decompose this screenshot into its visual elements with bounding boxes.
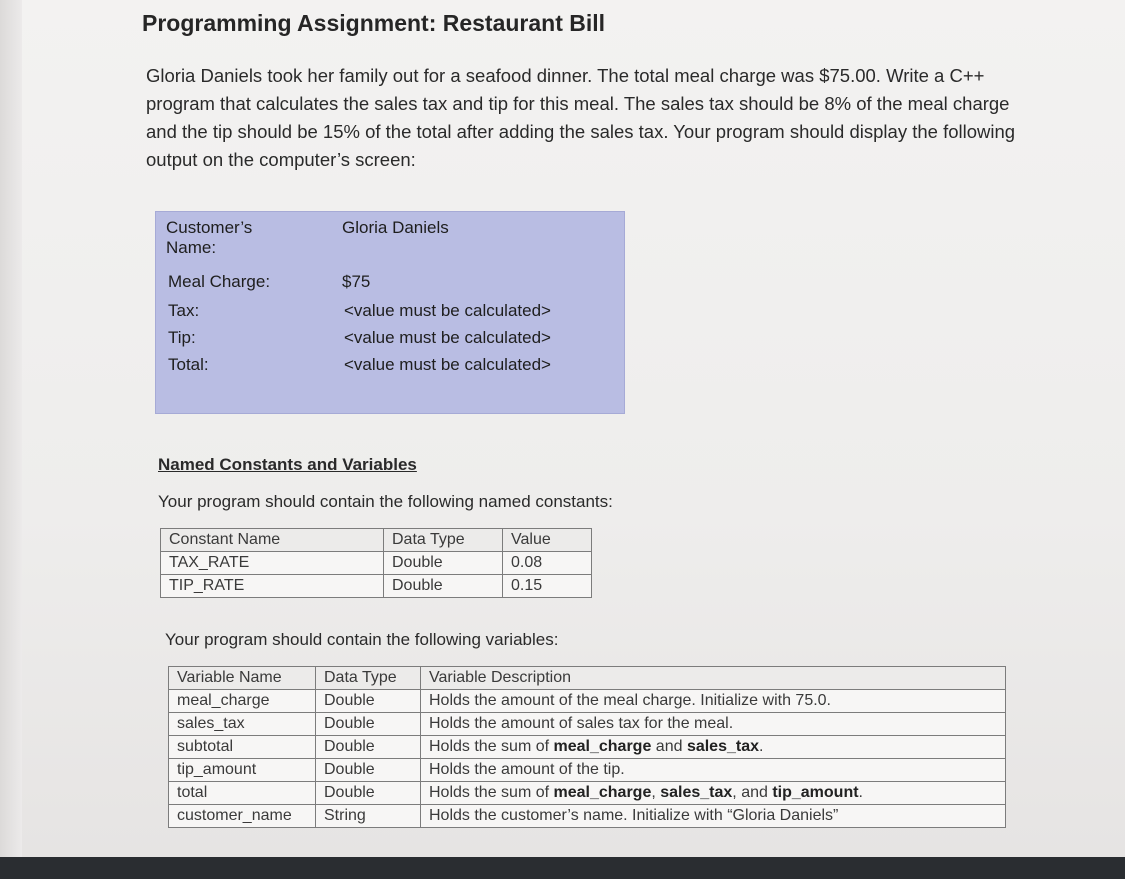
variables-table-body [169, 690, 1006, 828]
code-identifier: sales_tax [660, 784, 733, 801]
constants-table [160, 528, 592, 598]
meal-charge-label: Meal Charge: [168, 272, 271, 291]
description-text: Holds the amount of the meal charge. Initialize with 75.0. [429, 692, 831, 709]
description-text: Holds the sum of [429, 784, 554, 801]
table-header-row [169, 667, 1006, 690]
data-type-cell: Double [316, 690, 421, 713]
table-row [169, 690, 1006, 713]
data-type-cell: String [316, 805, 421, 828]
variable-description-cell [421, 736, 1006, 759]
assignment-title: Programming Assignment: Restaurant Bill [142, 10, 606, 36]
table-cell: TIP_RATE [161, 575, 384, 598]
data-type-cell: Double [316, 713, 421, 736]
description-text: , and [732, 784, 773, 801]
code-identifier: tip_amount [772, 784, 859, 801]
total-label: Total: [168, 355, 209, 374]
data-type-cell: Double [316, 782, 421, 805]
variable-name-cell: tip_amount [169, 759, 316, 782]
table-cell: TAX_RATE [161, 552, 384, 575]
table-cell: 0.08 [503, 552, 592, 575]
section-heading: Named Constants and Variables [158, 455, 417, 474]
sample-output-box [155, 211, 625, 414]
variable-name-cell: meal_charge [169, 690, 316, 713]
data-type-cell: Double [316, 736, 421, 759]
header-cell: Variable Description [421, 667, 1006, 690]
meal-charge-value: $75 [342, 272, 371, 291]
code-identifier: sales_tax [686, 738, 759, 755]
table-cell: Double [384, 552, 503, 575]
header-cell: Variable Name [169, 667, 316, 690]
bottom-bezel [0, 857, 1125, 879]
tax-value: <value must be calculated> [344, 301, 551, 320]
variable-description-cell [421, 713, 1006, 736]
description-text: . [759, 738, 764, 755]
data-type-cell: Double [316, 759, 421, 782]
table-cell: Double [384, 575, 503, 598]
header-cell: Data Type [316, 667, 421, 690]
description-text: Holds the sum of [429, 738, 554, 755]
page-left-edge [0, 0, 22, 857]
variable-description-cell [421, 805, 1006, 828]
tax-label: Tax: [168, 301, 200, 320]
tip-label: Tip: [168, 328, 196, 347]
variable-description-cell [421, 782, 1006, 805]
intro-paragraph: Gloria Daniels took her family out for a seafood dinner. The total meal charge was $75.00. Write a C++ program that calculates the sales tax and tip for this meal. The sales tax should be 8% of the meal charge and the tip should be 15% of the total after adding the sales tax. Your program should display the following output on the computer’s screen: [146, 65, 1016, 170]
tip-value: <value must be calculated> [344, 328, 551, 347]
customer-name-value: Gloria Daniels [342, 218, 449, 237]
description-text: and [651, 738, 687, 755]
description-text: . [858, 784, 863, 801]
description-text: Holds the amount of the tip. [429, 761, 625, 778]
variables-intro: Your program should contain the following variables: [165, 630, 559, 649]
table-row [169, 782, 1006, 805]
description-text: Holds the customer’s name. Initialize with “Gloria Daniels” [429, 807, 839, 824]
variable-name-cell: sales_tax [169, 713, 316, 736]
code-identifier: meal_charge [553, 738, 652, 755]
header-cell: Data Type [384, 529, 503, 552]
variables-table [168, 666, 1006, 828]
constants-intro: Your program should contain the following named constants: [158, 492, 613, 511]
table-cell: 0.15 [503, 575, 592, 598]
variable-name-cell: subtotal [169, 736, 316, 759]
customer-name-label: Customer’s Name: [166, 218, 253, 257]
description-text: , [651, 784, 661, 801]
variable-description-cell [421, 759, 1006, 782]
table-row [169, 713, 1006, 736]
table-row [169, 759, 1006, 782]
header-cell: Constant Name [161, 529, 384, 552]
table-row [161, 575, 592, 598]
variable-name-cell: customer_name [169, 805, 316, 828]
table-row [169, 736, 1006, 759]
variable-name-cell: total [169, 782, 316, 805]
variable-description-cell [421, 690, 1006, 713]
total-value: <value must be calculated> [344, 355, 551, 374]
table-header-row [161, 529, 592, 552]
table-row [161, 552, 592, 575]
code-identifier: meal_charge [553, 784, 652, 801]
description-text: Holds the amount of sales tax for the meal. [429, 715, 734, 732]
table-row [169, 805, 1006, 828]
header-cell: Value [503, 529, 592, 552]
